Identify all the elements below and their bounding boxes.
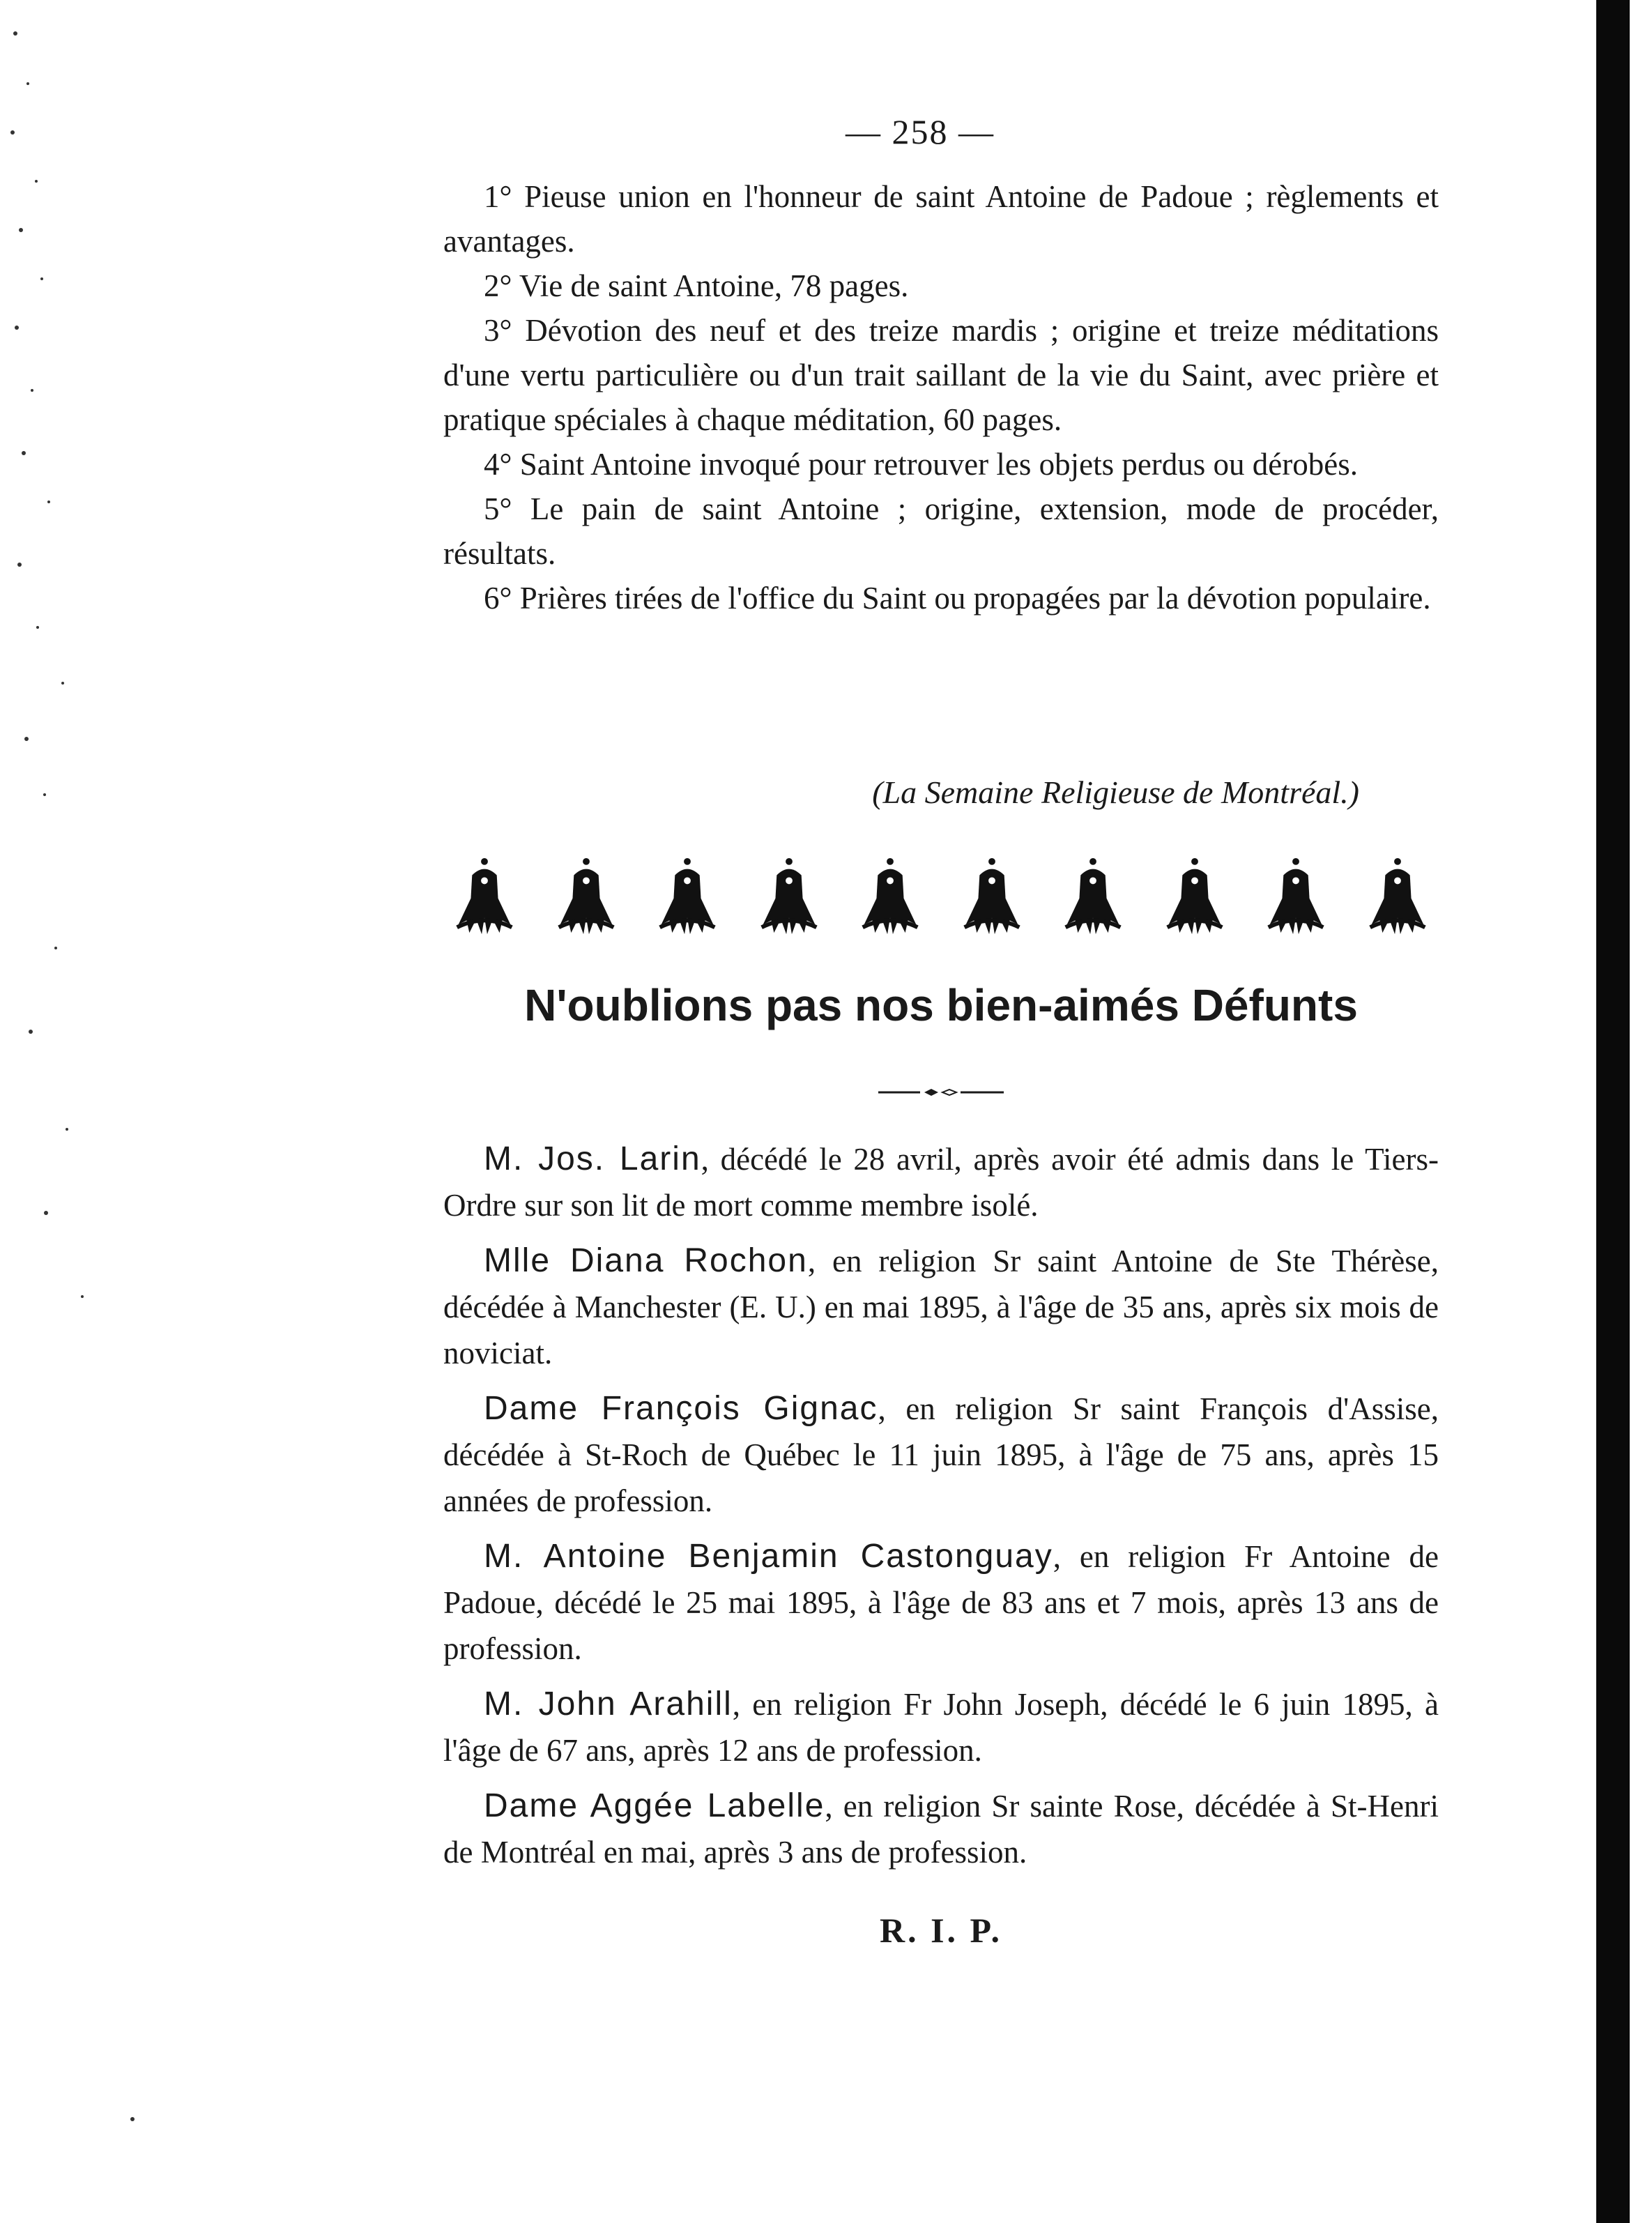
bell-flower-ornament [951, 856, 1033, 938]
list-item: 5° Le pain de saint Antoine ; origine, extension, mode de procéder, résultats. [443, 491, 1439, 571]
list-item: 2° Vie de saint Antoine, 78 pages. [484, 268, 909, 303]
deceased-name: Dame François Gignac [484, 1390, 878, 1427]
bell-flower-ornament [748, 856, 830, 938]
deceased-name: M. John Arahill [484, 1686, 733, 1722]
ornament-row [443, 856, 1439, 938]
obituary-entry [443, 1238, 1439, 1376]
section-title: N'oublions pas nos bien-aimés Défunts [524, 980, 1358, 1030]
obituary-entry [443, 1783, 1439, 1875]
deceased-name: M. Antoine Benjamin Castonguay [484, 1538, 1053, 1575]
obituary-entry [443, 1136, 1439, 1228]
deceased-name: Dame Aggée Labelle [484, 1787, 825, 1824]
page-number: — 258 — [846, 112, 995, 151]
closing-rip: R. I. P. [879, 1911, 1003, 1950]
bell-flower-ornament [1255, 856, 1337, 938]
list-item: 3° Dévotion des neuf et des treize mardis ; origine et treize méditations d'une vertu particulière ou d'un trait saillant de la vie du Saint, avec prière et pratique spéciales à chaque méditation, 60 pages. [443, 313, 1439, 437]
obituary-list [443, 1136, 1439, 1885]
obituary-text: , en religion Sr sainte Rose, décédée à St-Henri de Montréal en mai, après 3 ans de profession. [443, 1789, 1439, 1870]
deceased-name: M. Jos. Larin [484, 1140, 701, 1177]
bell-flower-ornament [545, 856, 627, 938]
ornamental-rule [878, 1089, 1004, 1096]
deceased-name: Mlle Diana Rochon [484, 1242, 808, 1279]
obituary-text: , en religion Fr John Joseph, décédé le 6 juin 1895, à l'âge de 67 ans, après 12 ans de profession. [443, 1687, 1439, 1768]
bell-flower-ornament [1154, 856, 1236, 938]
obituary-entry [443, 1534, 1439, 1672]
obituary-entry [443, 1386, 1439, 1524]
bell-flower-ornament [646, 856, 728, 938]
bell-flower-ornament [849, 856, 931, 938]
obituary-text: , en religion Sr saint Antoine de Ste Thérèse, décédée à Manchester (E. U.) en mai 1895, à l'âge de 35 ans, après six mois de noviciat. [443, 1244, 1439, 1370]
scan-edge-bar [1596, 0, 1630, 2223]
obituary-text: , en religion Fr Antoine de Padoue, décédé le 25 mai 1895, à l'âge de 83 ans et 7 mois, après 13 ans de profession. [443, 1539, 1439, 1666]
bell-flower-ornament [1356, 856, 1439, 938]
bell-flower-ornament [1052, 856, 1134, 938]
publication-list [443, 174, 1439, 620]
list-item: 6° Prières tirées de l'office du Saint ou propagées par la dévotion populaire. [484, 581, 1431, 616]
list-item: 4° Saint Antoine invoqué pour retrouver les objets perdus ou dérobés. [484, 447, 1359, 482]
scan-specks [0, 0, 139, 2223]
obituary-text: , décédé le 28 avril, après avoir été admis dans le Tiers-Ordre sur son lit de mort comme membre isolé. [443, 1142, 1439, 1223]
obituary-entry [443, 1681, 1439, 1773]
list-item: 1° Pieuse union en l'honneur de saint Antoine de Padoue ; règlements et avantages. [443, 179, 1439, 259]
bell-flower-ornament [443, 856, 526, 938]
obituary-text: , en religion Sr saint François d'Assise, décédée à St-Roch de Québec le 11 juin 1895, à l'âge de 75 ans, après 15 années de profession. [443, 1391, 1439, 1518]
source-citation: (La Semaine Religieuse de Montréal.) [872, 774, 1359, 810]
